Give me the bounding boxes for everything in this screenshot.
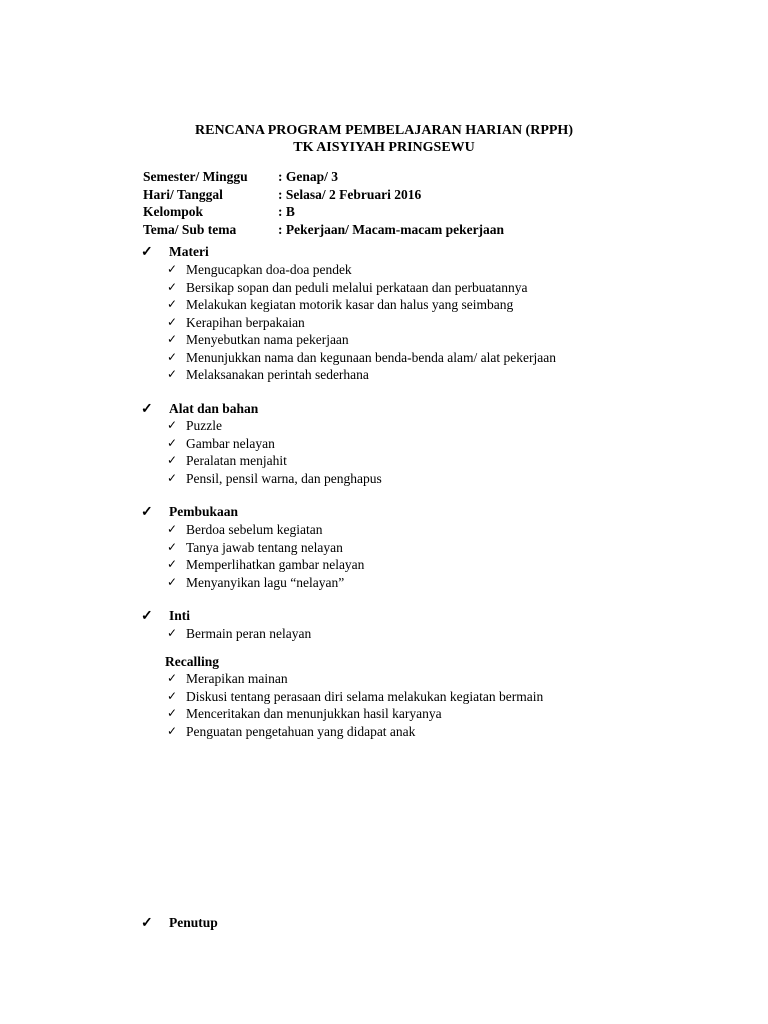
info-label: Tema/ Sub tema — [143, 221, 237, 237]
list-item — [167, 417, 382, 435]
checkmark-icon: ✓ — [167, 314, 178, 329]
info-row-tema — [143, 221, 504, 239]
list-item — [167, 705, 543, 723]
list-item — [167, 521, 364, 539]
info-value: : B — [278, 204, 295, 219]
list-item-text: Merapikan mainan — [186, 671, 288, 686]
list-item-text: Kerapihan berpakaian — [186, 314, 305, 330]
checkmark-icon: ✓ — [167, 574, 178, 589]
info-row-tanggal — [143, 186, 504, 204]
section-heading-label: Materi — [169, 244, 209, 259]
section-heading-label: Pembukaan — [169, 504, 239, 519]
checkmark-icon: ✓ — [167, 557, 178, 571]
recalling-list — [167, 670, 543, 740]
list-item-text: Menyanyikan lagu “nelayan” — [186, 574, 345, 590]
list-item-text: Melakukan kegiatan motorik kasar dan halus yang seimbang — [186, 297, 514, 312]
list-item-text: Peralatan menjahit — [186, 453, 287, 468]
list-item-text: Memperlihatkan gambar nelayan — [186, 557, 365, 572]
list-item-text: Mengucapkan doa-doa pendek — [186, 262, 352, 277]
list-item — [167, 670, 543, 688]
checkmark-icon: ✓ — [141, 505, 153, 520]
info-label: Hari/ Tanggal — [143, 186, 223, 202]
checkmark-icon: ✓ — [167, 435, 178, 450]
list-item — [167, 556, 364, 574]
list-item-text: Tanya jawab tentang nelayan — [186, 539, 343, 555]
list-item-text: Pensil, pensil warna, dan penghapus — [186, 470, 382, 486]
section-alat-heading — [141, 400, 258, 418]
checkmark-icon: ✓ — [167, 367, 178, 381]
checkmark-icon: ✓ — [167, 297, 178, 311]
list-item-text: Bermain peran nelayan — [186, 626, 312, 641]
list-item-text: Menceritakan dan menunjukkan hasil karyanya — [186, 706, 442, 721]
checkmark-icon: ✓ — [167, 453, 178, 467]
checkmark-icon: ✓ — [167, 626, 178, 640]
info-label: Kelompok — [143, 204, 204, 219]
list-item-text: Puzzle — [186, 418, 222, 433]
list-item-text: Menyebutkan nama pekerjaan — [186, 332, 349, 347]
list-item — [167, 331, 556, 349]
list-item — [167, 539, 364, 557]
info-value: : Genap/ 3 — [278, 169, 339, 184]
section-penutup-heading — [141, 914, 218, 932]
alat-list — [167, 417, 382, 487]
section-pembukaan-heading — [141, 503, 238, 521]
section-heading-label: Penutup — [169, 915, 218, 930]
list-item-text: Penguatan pengetahuan yang didapat anak — [186, 723, 416, 739]
checkmark-icon: ✓ — [141, 609, 153, 624]
list-item — [167, 470, 382, 488]
checkmark-icon: ✓ — [167, 262, 178, 276]
checkmark-icon: ✓ — [167, 279, 178, 294]
section-heading-label: Inti — [169, 608, 191, 623]
checkmark-icon: ✓ — [167, 688, 178, 703]
checkmark-icon: ✓ — [141, 402, 153, 417]
info-row-semester — [143, 168, 504, 186]
document-title: RENCANA PROGRAM PEMBELAJARAN HARIAN (RPPH) — [195, 123, 573, 138]
section-materi-heading — [141, 243, 209, 261]
list-item-text: Bersikap sopan dan peduli melalui perkataan dan perbuatannya — [186, 279, 528, 295]
info-value: : Pekerjaan/ Macam-macam pekerjaan — [278, 221, 505, 237]
list-item-text: Gambar nelayan — [186, 435, 275, 451]
checkmark-icon: ✓ — [167, 706, 178, 720]
list-item — [167, 435, 382, 453]
checkmark-icon: ✓ — [167, 723, 178, 738]
list-item — [167, 261, 556, 279]
inti-list — [167, 625, 311, 643]
list-item-text: Melaksanakan perintah sederhana — [186, 367, 369, 382]
info-value: : Selasa/ 2 Februari 2016 — [278, 186, 422, 202]
list-item-text: Berdoa sebelum kegiatan — [186, 522, 323, 537]
info-row-kelompok — [143, 203, 504, 221]
checkmark-icon: ✓ — [141, 245, 153, 260]
list-item — [167, 723, 543, 741]
checkmark-icon: ✓ — [167, 522, 178, 536]
materi-list — [167, 261, 556, 384]
list-item — [167, 279, 556, 297]
list-item — [167, 574, 364, 592]
list-item — [167, 349, 556, 367]
list-item — [167, 296, 556, 314]
list-item-text: Menunjukkan nama dan kegunaan benda-benda alam/ alat pekerjaan — [186, 349, 556, 365]
list-item — [167, 366, 556, 384]
document-subtitle: TK AISYIYAH PRINGSEWU — [293, 140, 475, 155]
info-table — [143, 168, 504, 238]
pembukaan-list — [167, 521, 364, 591]
checkmark-icon: ✓ — [167, 671, 178, 685]
list-item-text: Diskusi tentang perasaan diri selama melakukan kegiatan bermain — [186, 688, 544, 704]
info-label: Semester/ Minggu — [143, 169, 248, 184]
checkmark-icon: ✓ — [167, 539, 178, 554]
section-inti-heading — [141, 607, 190, 625]
checkmark-icon: ✓ — [167, 349, 178, 364]
list-item — [167, 452, 382, 470]
section-heading-label: Alat dan bahan — [169, 401, 259, 416]
recalling-heading: Recalling — [165, 654, 219, 669]
checkmark-icon: ✓ — [167, 418, 178, 432]
checkmark-icon: ✓ — [167, 470, 178, 485]
list-item — [167, 314, 556, 332]
list-item — [167, 688, 543, 706]
list-item — [167, 625, 311, 643]
checkmark-icon: ✓ — [141, 916, 153, 931]
checkmark-icon: ✓ — [167, 332, 178, 346]
